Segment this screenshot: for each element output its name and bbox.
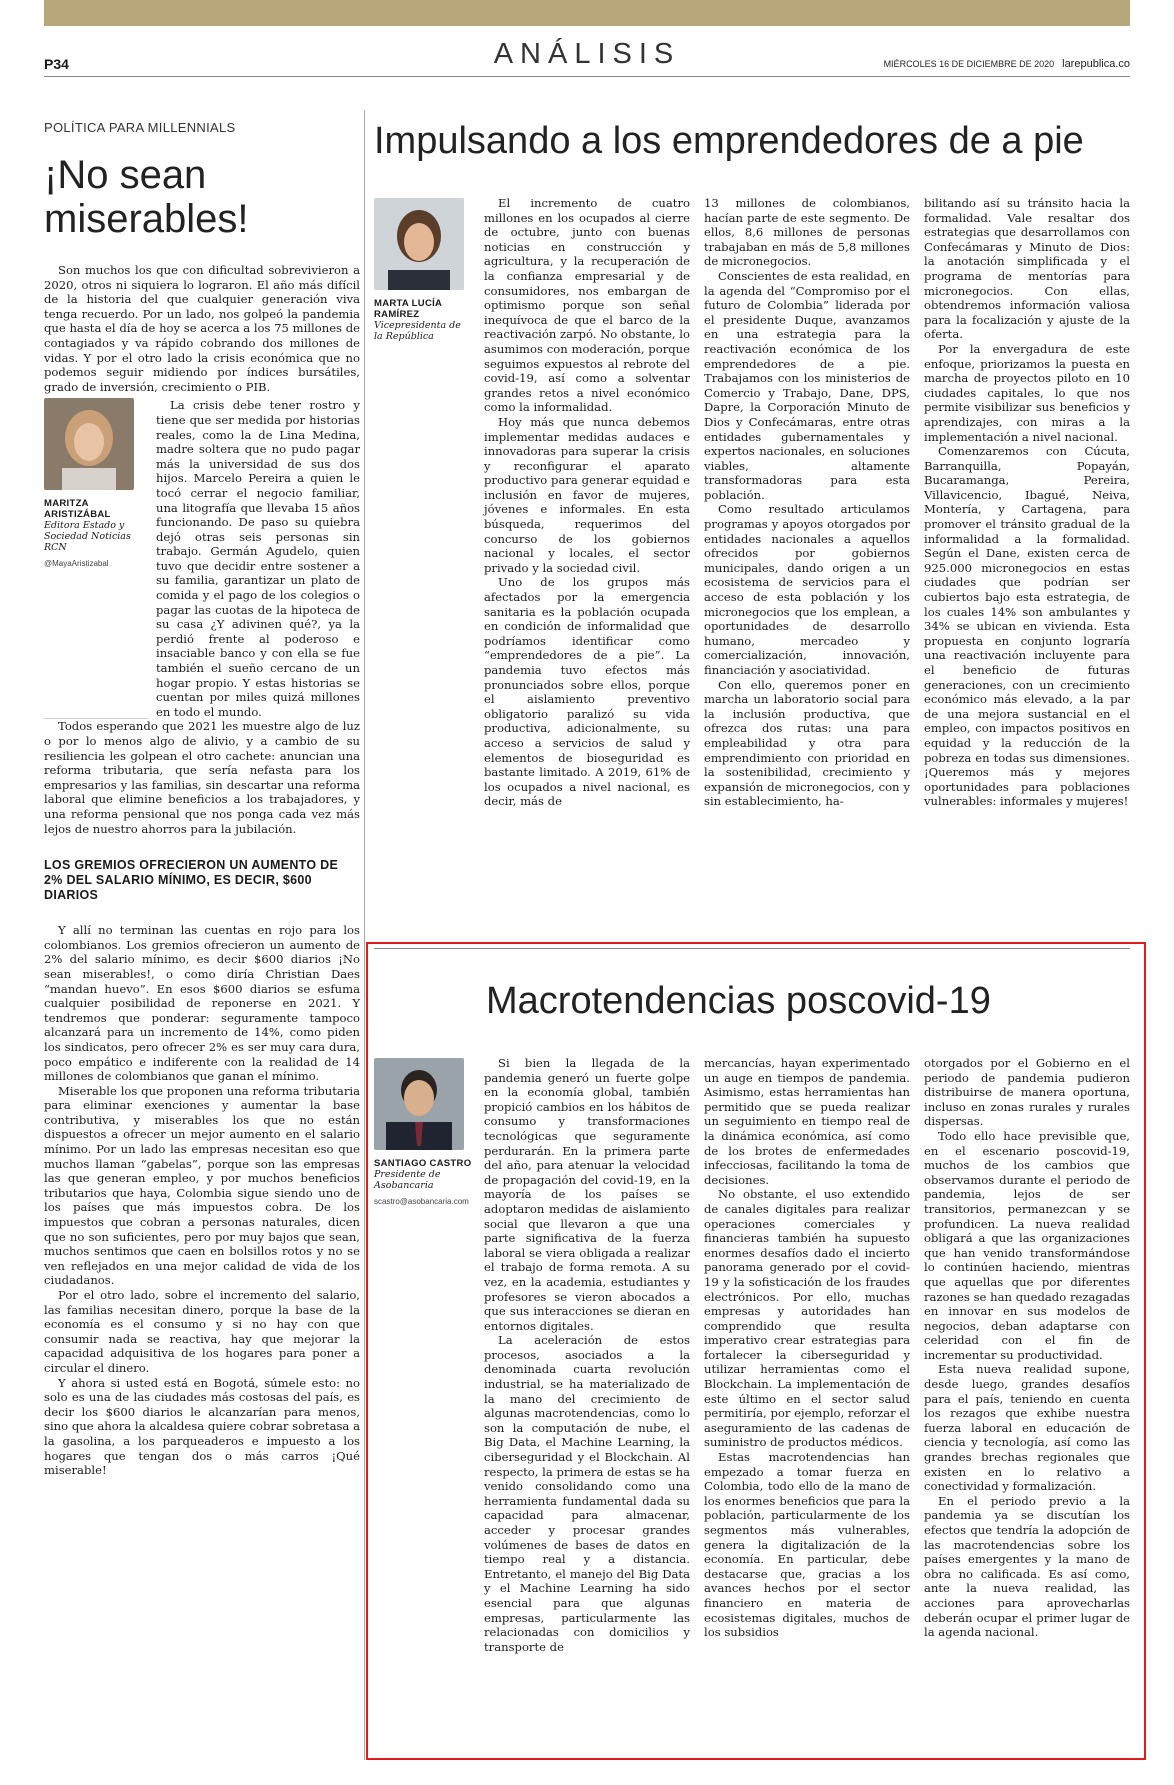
- body-paragraph: Hoy más que nunca debemos implementar medidas audaces e innovadoras para superar la crisis y reconfigurar el aparato productivo para generar equidad e inclusión en favor de mujeres, jóvenes e informales. En esta búsqueda, requerimos del concurso de los gobiernos nacional y locales, el sector privado y la sociedad civil.: [484, 414, 690, 575]
- body-paragraph: Con ello, queremos poner en marcha un laboratorio social para la inclusión productiva, que ofrezca dos rutas: una para empleabilidad y otra para emprendimiento con prioridad en la sostenibilidad, crecimiento y expansión de micronegocios, con y sin establecimiento, ha-: [704, 677, 910, 809]
- author-box: [374, 1058, 472, 1206]
- body-paragraph: La crisis debe tener rostro y tiene que ser medida por historias reales, como la de Lina Medina, madre soltera que no pudo pagar más la universidad de sus dos hijos. Marcelo Pereira a quien le tocó cerrar el negocio familiar, una litografía que llevaba 15 años funcionando. De paso su quiebra dejó otras seis personas sin trabajo. Germán Agudelo, quien tuvo que decidir entre sostener a su familia, garantizar un plato de comida y el pago de los colegios o pagar las cuotas de la hipoteca de su casa ¿Y adivinen qué?, ya la perdió frente al poderoso e insaciable banco y con ella se fue también el sueño cercano de un hogar propio. Y estas historias se cuentan por miles quizá millones en todo el mundo.: [156, 398, 360, 719]
- author-name: MARTA LUCÍA RAMÍREZ: [374, 298, 442, 320]
- author-name: SANTIAGO CASTRO: [374, 1158, 472, 1169]
- article-title: Impulsando a los emprendedores de a pie: [374, 120, 1084, 162]
- article-title: ¡No sean miserables!: [44, 153, 249, 241]
- dateline: [884, 58, 1130, 70]
- column-divider: [364, 110, 365, 1760]
- section-title: ANÁLISIS: [493, 38, 681, 70]
- article-column-2: [704, 1056, 910, 1640]
- body-paragraph: otorgados por el Gobierno en el periodo de pandemia pudieron distribuirse de manera oportuna, incluso en zonas rurales y rurales dispersas.: [924, 1056, 1130, 1129]
- body-paragraph: No obstante, el uso extendido de canales digitales para realizar operaciones comerciales y financieras también ha supuesto enormes desafíos dado el incierto panorama generado por el covid-19 y la sofisticación de los fraudes electrónicos. Por ello, muchas empresas y autoridades han comprendido que resulta imperativo crear estrategias para fortalecer la ciberseguridad y utilizar herramientas como el Blockchain. La implementación de este último en el sector salud permitiría, por ejemplo, reforzar el aseguramiento de las cadenas de suministro de productos médicos.: [704, 1187, 910, 1450]
- header-rule: [44, 76, 1130, 77]
- article-column-1: [484, 1056, 690, 1654]
- body-paragraph: Esta nueva realidad supone, desde luego, grandes desafíos para el país, teniendo en cuenta los rezagos que exhibe nuestra fuerza laboral en educación de ciencia y tecnología, así como las grandes brechas regionales que existen en lo relativo a conectividad y formalización.: [924, 1362, 1130, 1494]
- body-paragraph: Conscientes de esta realidad, en la agenda del “Compromiso por el futuro de Colombia” liderada por el presidente Duque, avanzamos en una estrategia para la reactivación económica de los emprendedores de a pie. Trabajamos con los ministerios de Comercio y Trabajo, Dane, DPS, Dapre, la Corporación Minuto de Dios y Confecámaras, entre otras entidades gubernamentales y expertos nacionales, en soluciones viables, altamente transformadoras para esta población.: [704, 268, 910, 502]
- body-paragraph: Y ahora si usted está en Bogotá, súmele esto: no solo es una de las ciudades más costosas del país, es decir los $600 diarios le alcanzarían para menos, sino que ahora la alcaldesa quiere cobrar sobretasa a la gasolina, a los parqueaderos e impuesto a los hogares que tengan dos o más carros ¡Qué miserable!: [44, 1375, 360, 1478]
- body-paragraph: Por la envergadura de este enfoque, priorizamos la puesta en marcha de proyectos piloto en 10 ciudades capitales, lo que nos permite visibilizar sus beneficios y aprendizajes, con miras a la implementación a nivel nacional.: [924, 341, 1130, 444]
- body-paragraph: bilitando así su tránsito hacia la formalidad. Vale resaltar dos estrategias que desarrollamos con Confecámaras y Minuto de Dios: la anotación simplificada y el programa de mentorías para micronegocios. Con ellas, obtendremos información valiosa para la focalización y ajuste de la oferta.: [924, 196, 1130, 342]
- body-paragraph: mercancías, hayan experimentado un auge en tiempos de pandemia. Asimismo, estas herramientas han permitido que se pueda realizar un seguimiento en tiempo real de la dinámica económica, así como de los brotes de enfermedades infecciosas, facilitando la toma de decisiones.: [704, 1056, 910, 1187]
- author-photo: [374, 198, 464, 290]
- body-paragraph: Todo ello hace previsible que, en el escenario poscovid-19, muchos de los cambios que observamos durante el periodo de pandemia, lejos de ser transitorios, permanezcan y se profundicen. La nueva realidad obligará a que las organizaciones que han venido transformándose lo continúen haciendo, mientras que aquellas que por diferentes razones se han quedado rezagadas en innovar en sus modelos de negocios, deban adaptarse con celeridad con el fin de incrementar su productividad.: [924, 1128, 1130, 1362]
- page-header: [44, 38, 1130, 78]
- site-name: larepublica.co: [1062, 58, 1130, 70]
- body-paragraph: Y allí no terminan las cuentas en rojo para los colombianos. Los gremios ofrecieron un aumento de 2% del salario mínimo, es decir $600 diarios ¡No sean miserables!, o como diría Christian Daes “mandan huevo”. En esos $600 diarios se esfuma cualquier posibilidad de reponerse en 2021. Y tendremos que ponderar: seguramente tampoco alcanzará para un incremento de 14%, como piden los sindicatos, pero ofrecer 2% es ser muy cara dura, poco empático e indiferente con la realidad de 14 millones de colombianos que ganan el mínimo.: [44, 923, 360, 1084]
- author-handle: @MayaAristizabal: [44, 559, 109, 569]
- author-photo: [44, 398, 134, 490]
- issue-date: MIÉRCOLES 16 DE DICIEMBRE DE 2020: [883, 59, 1055, 69]
- body-paragraph: Son muchos los que con dificultad sobrevivieron a 2020, otros ni siquiera lo lograron. El año más difícil de la historia del que cualquier generación viva tenga recuerdo. Por un lado, nos golpeó la pandemia que hasta el día de hoy se acerca a los 75 millones de contagiados y va rápido cobrando dos millones de vidas. Y por el otro lado la crisis económica que no podemos seguir midiendo por índices bursátiles, grado de inversión, crecimiento o PIB.: [44, 263, 360, 394]
- body-paragraph: Todos esperando que 2021 les muestre algo de luz o por lo menos algo de alivio, y a cambio de su resiliencia les golpean el otro cachete: anuncian una reforma tributaria, que sería nefasta para los empresarios y las familias, sin descartar una reforma laboral que elimine beneficios a los trabajadores, y una reforma pensional que nos ponga cada vez más lejos de nuestro ahorros para la jubilación.: [44, 719, 360, 836]
- body-paragraph: Miserable los que proponen una reforma tributaria para eliminar exenciones y aumentar la base contributiva, y miserables los que no están dispuestos a ofrecer un mejor aumento en el salario mínimo. Por un lado las empresas necesitan eso que muchos llaman “gabelas”, porque son las empresas las que generan empleo, y por muchos beneficios tributarios que haya, Colombia sigue siendo uno de los países que más impuestos cobra. De los impuestos que cobran a personas naturales, dicen que no son suficientes, pero por muy bajos que sean, muchos sentimos que caen en bolsillos rotos y no se ven reflejados en una mejor calidad de vida de los ciudadanos.: [44, 1083, 360, 1288]
- body-paragraph: En el periodo previo a la pandemia ya se discutían los efectos que tendría la adopción de las macrotendencias sobre los países emergentes y la mano de obra no calificada. Es así como, ante la nueva realidad, las acciones para aprovecharlas deberán ocupar el primer lugar de la agenda nacional.: [924, 1493, 1130, 1640]
- body-paragraph: Uno de los grupos más afectados por la emergencia sanitaria es la población ocupada en condición de informalidad que podríamos identificar como “emprendedores de a pie”. La pandemia tuvo efectos más pronunciados sobre ellos, porque el aislamiento preventivo obligatorio paralizó su vida productiva, adicionalmente, su acceso a servicios de salud y elementos de bioseguridad es bastante limitado. A 2019, 61% de los ocupados a nivel nacional, es decir, más de: [484, 575, 690, 809]
- article-column-3: [924, 1056, 1130, 1640]
- author-photo: [374, 1058, 464, 1150]
- article-column-2: [704, 196, 910, 809]
- author-role: Vicepresidenta de la República: [374, 320, 461, 342]
- body-paragraph: El incremento de cuatro millones en los ocupados al cierre de octubre, junto con buenas noticias en construcción y agricultura, y la recuperación de la confianza empresarial y de consumidores, nos embargan de optimismo porque son señal inequívoca de que el barco de la reactivación zarpó. No obstante, lo asumimos con moderación, porque seguimos expuestos al rebrote del covid-19, así como a solventar grandes retos a nivel económico como la informalidad.: [484, 196, 690, 415]
- author-box: [374, 198, 472, 342]
- author-box: [44, 398, 148, 719]
- article-title: Macrotendencias poscovid-19: [486, 980, 991, 1022]
- body-paragraph: 13 millones de colombianos, hacían parte de este segmento. De ellos, 8,6 millones de personas trabajaban en más de 5,8 millones de micronegocios.: [704, 196, 910, 269]
- body-paragraph: Estas macrotendencias han empezado a tomar fuerza en Colombia, todo ello de la mano de los enormes beneficios que para la población, particularmente de los segmentos más vulnerables, genera la digitalización de la economía. En particular, debe destacarse que, gracias a los avances hechos por el sector financiero en materia de ecosistemas digitales, muchos de los subsidios: [704, 1450, 910, 1640]
- article-column-1: [484, 196, 690, 809]
- author-handle: scastro@asobancaria.com: [374, 1197, 469, 1206]
- article-column-3: [924, 196, 1130, 809]
- body-paragraph: Por el otro lado, sobre el incremento del salario, las familias necesitan dinero, porque la base de la economía es el consumo y si no hay con que consumir nada se reactiva, hay que mejorar la capacidad adquisitiva de los hogares para poner a circular el dinero.: [44, 1288, 360, 1375]
- author-role: Editora Estado y Sociedad Noticias RCN: [44, 520, 131, 554]
- article-kicker: POLÍTICA PARA MILLENNIALS: [44, 120, 236, 135]
- article-subhead: LOS GREMIOS OFRECIERON UN AUMENTO DE 2% DEL SALARIO MÍNIMO, ES DECIR, $600 DIARIOS: [44, 858, 339, 903]
- page-number: P34: [44, 56, 69, 72]
- author-role: Presidente de Asobancaria: [374, 1169, 441, 1191]
- author-name: MARITZA ARISTIZÁBAL: [44, 498, 111, 521]
- left-article: [44, 120, 360, 1478]
- body-paragraph: Comenzaremos con Cúcuta, Barranquilla, Popayán, Bucaramanga, Pereira, Villavicencio, Ibagué, Neiva, Montería, y Cartagena, para promover el tránsito gradual de la informalidad a la formalidad. Según el Dane, existen cerca de 925.000 micronegocios en estas ciudades que podrían ser cubiertos bajo esta estrategia, de los cuales 14% son ambulantes y 34% se ubican en vivienda. Esta propuesta en conjunto lograría una reactivación incluyente para el beneficio de futuras generaciones, con un crecimiento económico más elevado, a la par de una mejora sustancial en el empleo, con impactos positivos en equidad y la reducción de la pobreza en todas sus dimensiones. ¡Queremos más y mejores oportunidades para poblaciones vulnerables: informales y mujeres!: [924, 444, 1130, 809]
- body-paragraph: Como resultado articulamos programas y apoyos otorgados por entidades nacionales a aquellos ofrecidos por gobiernos municipales, dando origen a un ecosistema de servicios para el acceso de esta población y los micronegocios que los emplean, a oportunidades de desarrollo humano, mercadeo y comercialización, innovación, financiación y asociatividad.: [704, 502, 910, 677]
- body-paragraph: La aceleración de estos procesos, asociados a la denominada cuarta revolución industrial, se ha materializado de la mano del crecimiento de algunas macrotendencias, como lo son la computación de nube, el Big Data, el Machine Learning, la ciberseguridad y el Blockchain. Al respecto, la primera de estas se ha venido consolidando como una herramienta fundamental dada su capacidad para almacenar, acceder y procesar grandes volúmenes de bases de datos en tiempo real y a distancia. Entretanto, el manejo del Big Data y el Machine Learning ha sido esencial para que algunas empresas, particularmente las relacionadas con domicilios y transporte de: [484, 1333, 690, 1654]
- top-color-bar: [44, 0, 1130, 26]
- body-paragraph: Si bien la llegada de la pandemia generó un fuerte golpe en la economía global, también propició cambios en los hábitos de consumo y transformaciones tecnológicas que seguramente perdurarán. En la primera parte del año, para atenuar la velocidad de propagación del covid-19, en la mayoría de los países se adoptaron medidas de aislamiento social que llevaron a que una parte significativa de la fuerza laboral se viera obligada a realizar el trabajo de forma remota. A su vez, en la academia, estudiantes y profesores se vieron abocados a que sus interacciones se dieran en entornos digitales.: [484, 1056, 690, 1333]
